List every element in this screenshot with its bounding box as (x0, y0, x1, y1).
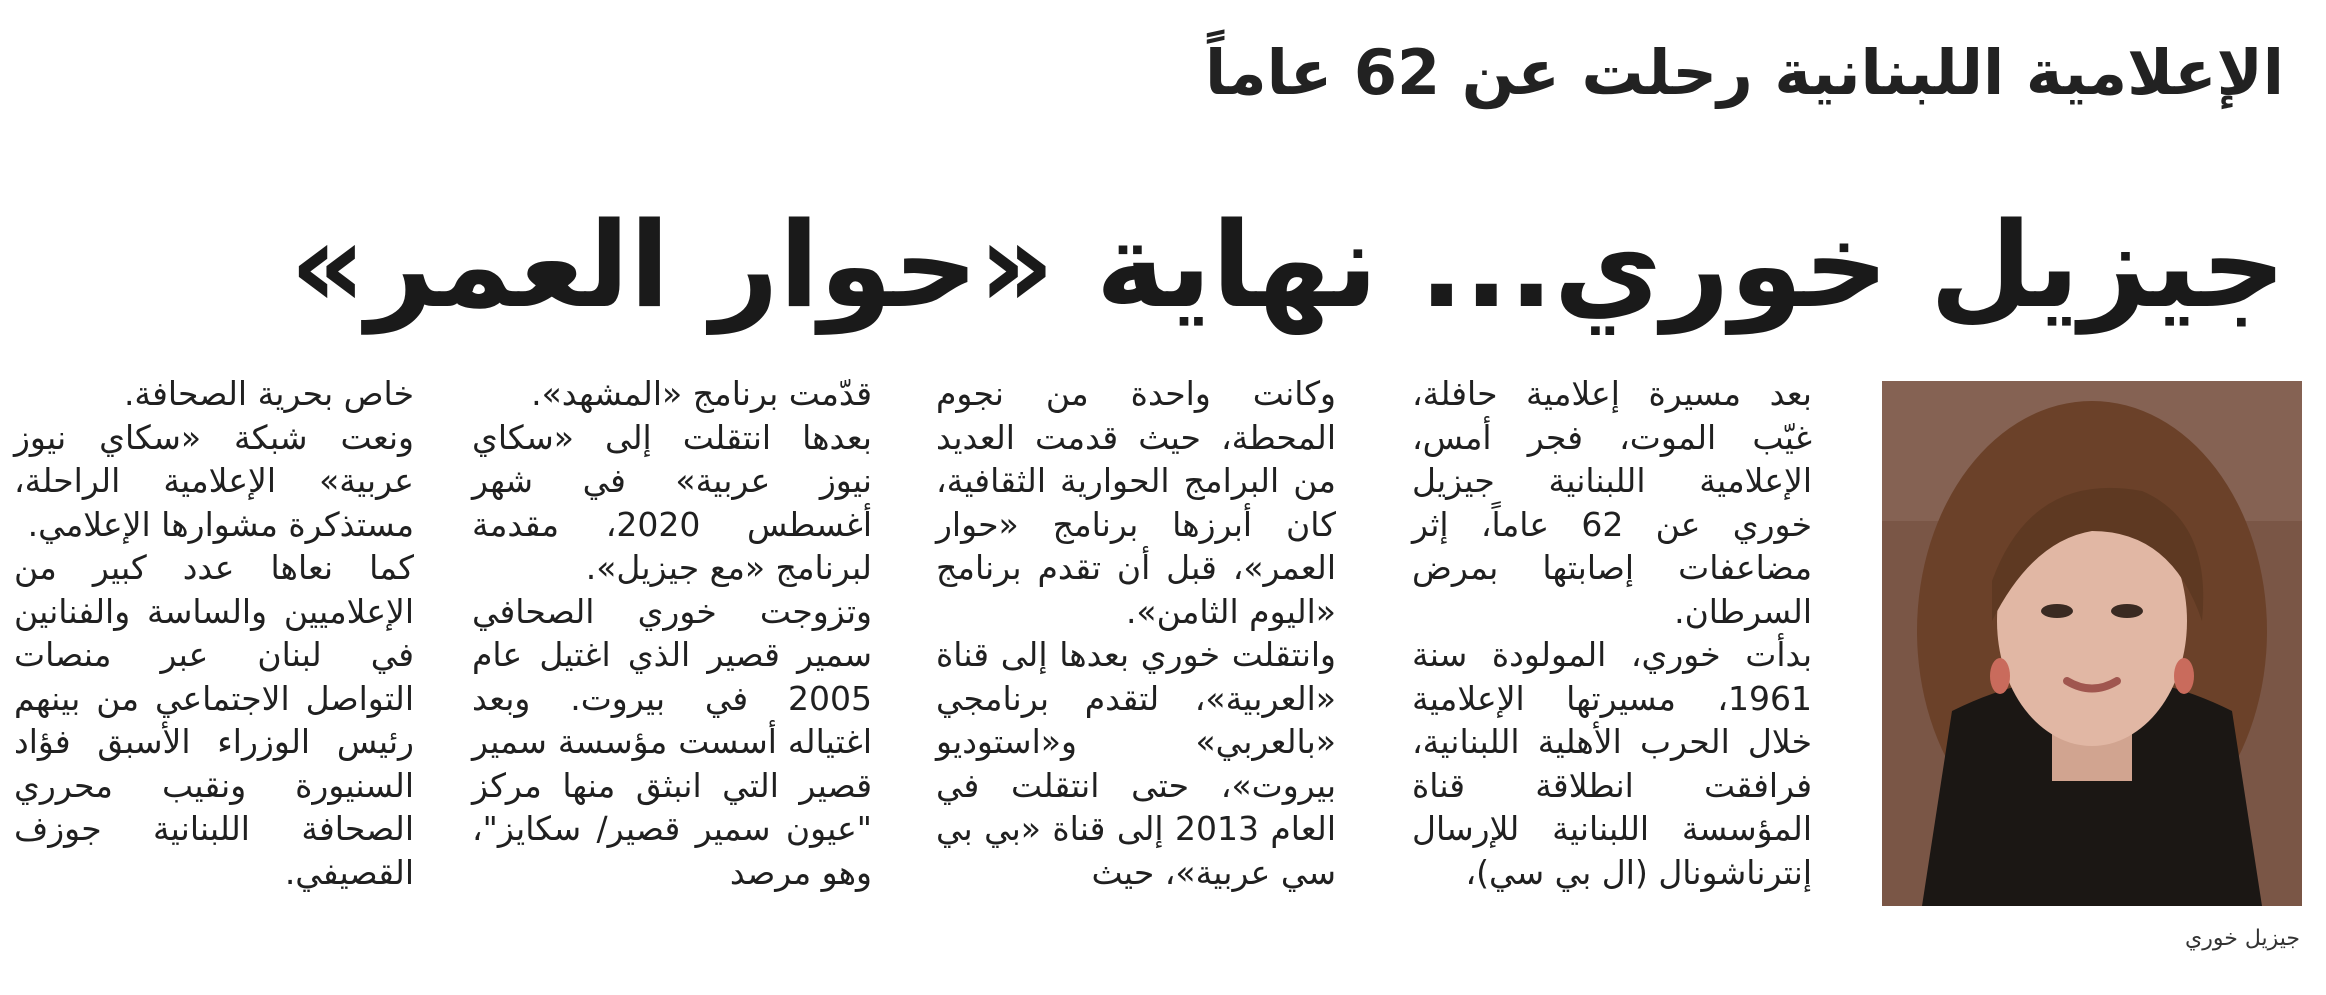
article-column-2: وكانت واحدة من نجوم المحطة، حيث قدمت العديد من البرامج الحوارية الثقافية، كان أبرزها برنامج «حوار العمر»، قبل أن تقدم برنامج «اليوم الثامن». وانتقلت خوري بعدها إلى قناة «العربية»، لتقدم برنامجي «بالعربي» و«استوديو بيروت»، حتى انتقلت في العام 2013 إلى قناة «بي بي سي عربية»، حيث (936, 374, 1336, 892)
photo-caption: جيزيل خوري (2185, 926, 2300, 951)
article-column-1: بعد مسيرة إعلامية حافلة، غيّب الموت، فجر أمس، الإعلامية اللبنانية جيزيل خوري عن 62 عاماً، إثر مضاعفات إصابتها بمرض السرطان. بدأت خوري، المولودة سنة 1961، مسيرتها الإعلامية خلال الحرب الأهلية اللبنانية، فرافقت انطلاقة قناة المؤسسة اللبنانية للإرسال إنترناشونال (ال بي سي)، (1412, 374, 1812, 892)
article-column-4: خاص بحرية الصحافة. ونعت شبكة «سكاي نيوز عربية» الإعلامية الراحلة، مستذكرة مشوارها الإعلامي. كما نعاها عدد كبير من الإعلاميين والساسة والفنانين في لبنان عبر منصات التواصل الاجتماعي من بينهم رئيس الوزراء الأسبق فؤاد السنيورة ونقيب محرري الصحافة اللبنانية جوزف القصيفي. (14, 374, 414, 892)
article-column-3: قدّمت برنامج «المشهد». بعدها انتقلت إلى «سكاي نيوز عربية» في شهر أغسطس 2020، مقدمة لبرنامج «مع جيزيل». وتزوجت خوري الصحافي سمير قصير الذي اغتيل عام 2005 في بيروت. وبعد اغتياله أسست مؤسسة سمير قصير التي انبثق منها مركز "عيون سمير قصير/ سكايز"، وهو مرصد (472, 374, 872, 892)
article-kicker: الإعلامية اللبنانية رحلت عن 62 عاماً (1204, 36, 2284, 109)
portrait-photo (1882, 381, 2302, 906)
article-headline: جيزيل خوري... نهاية «حوار العمر» (289, 196, 2286, 334)
